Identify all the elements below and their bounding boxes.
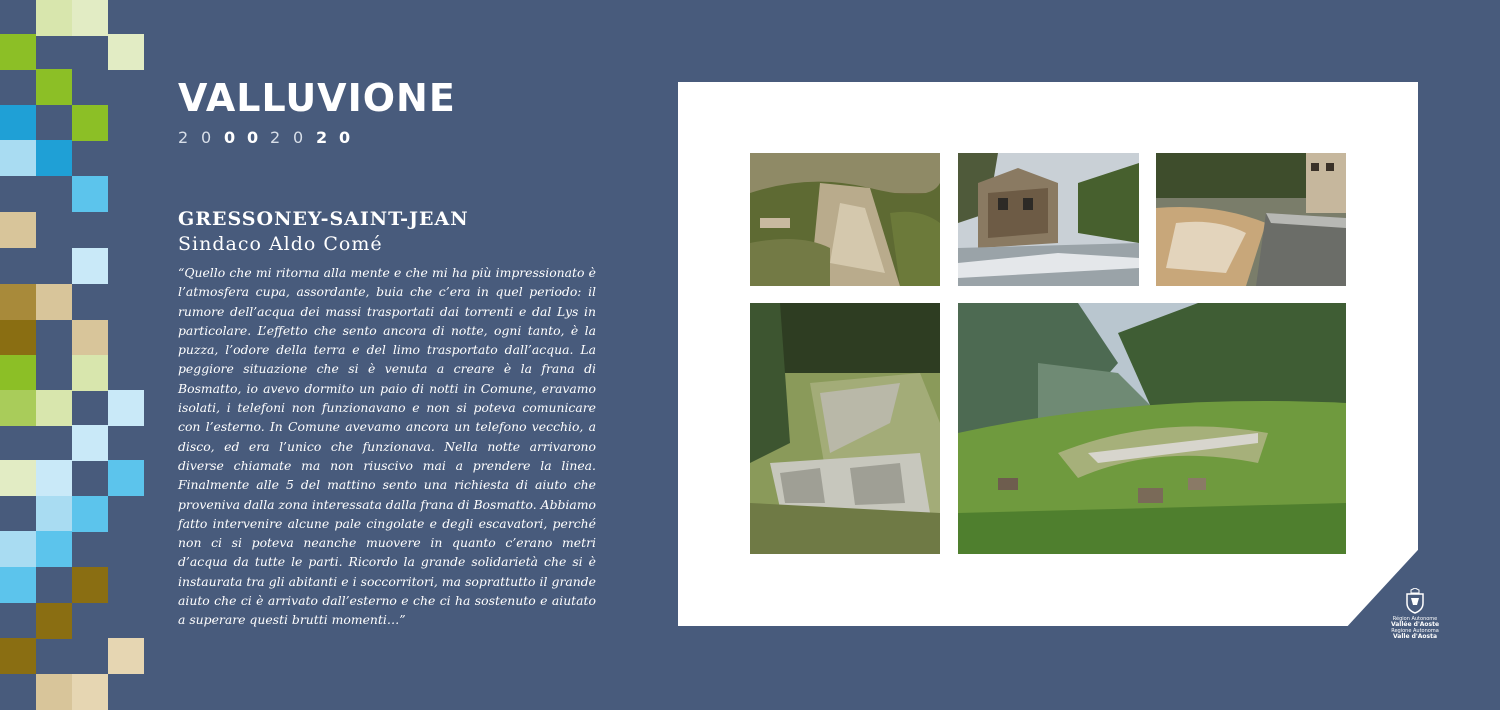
photo-landslide-aerial xyxy=(750,153,940,286)
mosaic-tile xyxy=(0,34,36,70)
mosaic-tile xyxy=(36,69,72,105)
place-title: GRESSONEY-SAINT-JEAN xyxy=(178,208,469,230)
quote-text: “Quello che mi ritorna alla mente e che mi ha più impressionato è l’atmosfera cupa, assordante, buia che c’era in quel periodo: il rumore dell’acqua dei massi trasportati dai torrenti e dal Lys in particolare. L’effetto che sento ancora di notte, ogni tanto, è la puzza, l’odore della terra e del limo trasportato dall’acqua. La peggiore situazione che si è venuta a creare è la frana di Bosmatto, io avevo dormito un paio di notti in Comune, eravamo isolati, i telefoni non funzionavano e non si poteva comunicare con l’esterno. In Comune avevamo ancora un telefono vecchio, a disco, ed era l’unico che funzionava. Nella notte arrivarono diverse chiamate ma non riuscivo mai a prendere la linea. Finalmente alle 5 del mattino sento una richiesta di aiuto che proveniva dalla zona interessata dalla frana di Bosmatto. Abbiamo fatto intervenire alcune pale cingolate e degli escavatori, perché non ci si poteva neanche muovere in quanto c’erano metri d’acqua da tutte le parti. Ricordo la grande solidarietà che si è instaurata tra gli abitanti e i soccorritori, ma soprattutto il grande aiuto che ci è arrivato dall’esterno e che ci ha sostenuto e aiutato a superare questi brutti momenti…” xyxy=(178,265,596,628)
mosaic-tile xyxy=(0,460,36,496)
logo-line: Région Autonome xyxy=(1392,616,1438,622)
mosaic-tile xyxy=(72,674,108,710)
brand-years xyxy=(178,128,456,147)
mosaic-tile xyxy=(36,603,72,639)
photo-panel xyxy=(678,82,1418,626)
mosaic-tile xyxy=(72,320,108,356)
mosaic-tile xyxy=(72,105,108,141)
year-digit: 2 xyxy=(270,128,281,147)
mosaic-tile xyxy=(72,425,108,461)
mosaic-tile xyxy=(72,0,108,36)
mosaic-tile xyxy=(0,284,36,320)
year-digit: 0 xyxy=(224,128,236,147)
mosaic-tile xyxy=(36,0,72,36)
mayor-name: Sindaco Aldo Comé xyxy=(178,233,383,255)
year-digit: 2 xyxy=(316,128,328,147)
photo-flooded-river xyxy=(1156,153,1346,286)
mosaic-tile xyxy=(72,355,108,391)
mosaic-tile xyxy=(36,496,72,532)
mosaic-tile xyxy=(0,390,36,426)
mosaic-tile xyxy=(36,460,72,496)
year-digit: 0 xyxy=(339,128,351,147)
region-logo xyxy=(1390,588,1440,640)
year-digit: 0 xyxy=(293,128,304,147)
coat-of-arms-icon xyxy=(1404,588,1426,614)
mosaic-tile xyxy=(108,34,144,70)
mosaic-tile xyxy=(0,567,36,603)
mosaic-tile xyxy=(36,390,72,426)
photo-valley-works xyxy=(958,303,1346,554)
mosaic-tile xyxy=(0,105,36,141)
photo-check-dams xyxy=(750,303,940,554)
mosaic-tile xyxy=(108,638,144,674)
mosaic-tile xyxy=(36,674,72,710)
mosaic-tile xyxy=(36,531,72,567)
logo-line: Regione Autonoma xyxy=(1391,628,1439,634)
mosaic-tile xyxy=(36,140,72,176)
mosaic-decoration xyxy=(0,0,145,708)
logo-line: Vallée d'Aoste xyxy=(1390,621,1440,628)
mosaic-tile xyxy=(108,390,144,426)
mosaic-tile xyxy=(0,355,36,391)
year-digit: 0 xyxy=(201,128,212,147)
year-digit: 2 xyxy=(178,128,189,147)
year-digit: 0 xyxy=(247,128,259,147)
logo-line: Valle d'Aosta xyxy=(1392,633,1438,640)
brand-heading xyxy=(178,78,456,147)
mosaic-tile xyxy=(36,284,72,320)
mosaic-tile xyxy=(72,496,108,532)
mosaic-tile xyxy=(108,460,144,496)
photo-damaged-house xyxy=(958,153,1139,286)
mosaic-tile xyxy=(0,140,36,176)
mosaic-tile xyxy=(72,176,108,212)
mosaic-tile xyxy=(0,320,36,356)
mosaic-tile xyxy=(0,212,36,248)
mosaic-tile xyxy=(0,531,36,567)
region-logo-text xyxy=(1390,616,1440,640)
brand-title: VALLUVIONE xyxy=(178,76,456,120)
mosaic-tile xyxy=(72,567,108,603)
mosaic-tile xyxy=(0,638,36,674)
mosaic-tile xyxy=(72,248,108,284)
